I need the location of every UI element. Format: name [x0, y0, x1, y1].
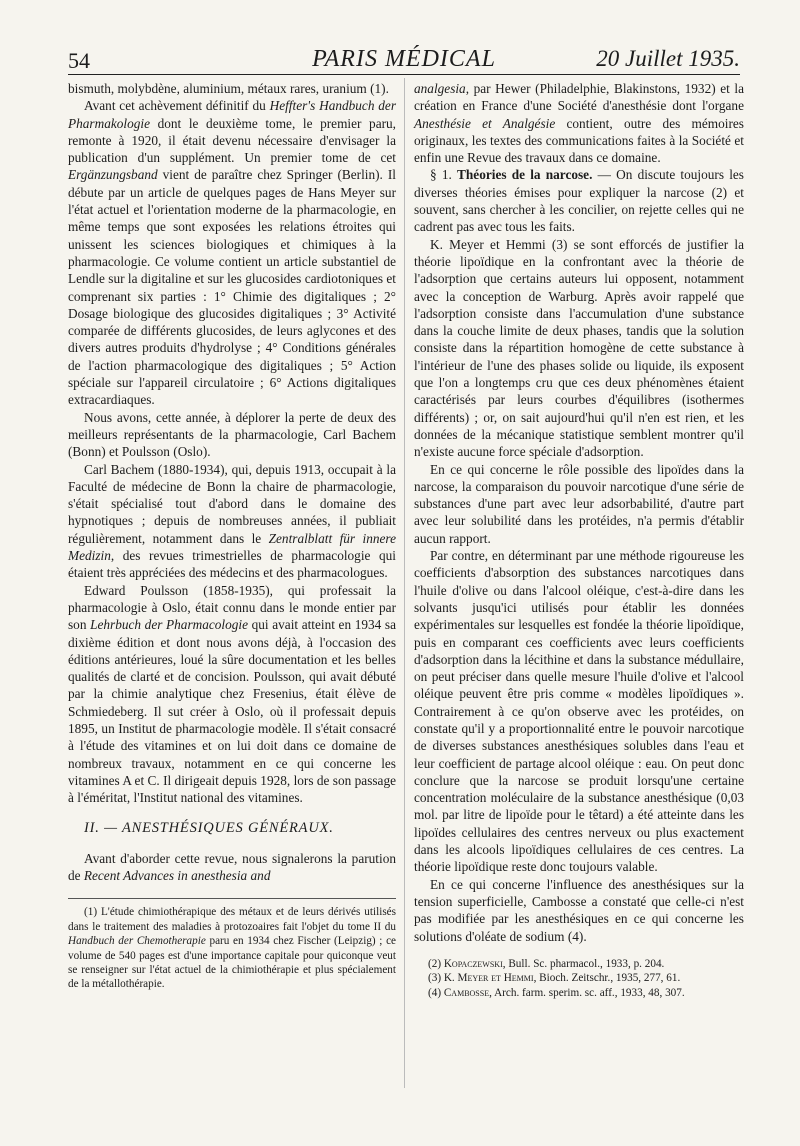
paragraph: En ce qui concerne le rôle possible des lipoïdes dans la narcose, la comparaison du pouvoir narcotique d'une série de substances d'une part avec leur adsorbabilité, d'autre part avec leur solubilité dans les protéides, n'a permis d'établir aucun rapport.	[414, 461, 744, 546]
paragraph: Avant d'aborder cette revue, nous signalerons la parution de Recent Advances in anesthesia and	[68, 850, 396, 884]
reference-item: (3) K. Meyer et Hemmi, Bioch. Zeitschr., 1935, 277, 61.	[428, 972, 681, 985]
paragraph: bismuth, molybdène, aluminium, métaux rares, uranium (1).	[68, 81, 389, 96]
paragraph: § 1. Théories de la narcose. — On discute toujours les diverses théories émises pour expliquer la narcose (2) et souvent, sans chercher à les concilier, on rejette celles qui ne cadrent pas avec tous les faits.	[414, 167, 744, 235]
running-header	[68, 44, 740, 75]
page-number: 54	[68, 48, 90, 73]
footnote-divider	[68, 898, 396, 899]
subsection-heading: Théories de la narcose.	[457, 167, 593, 183]
paragraph: Nous avons, cette année, à déplorer la perte de deux des meilleurs représentants de la pharmacologie, Carl Bachem (Bonn) et Poulsson (Oslo).	[68, 409, 396, 460]
left-column	[68, 80, 396, 992]
paragraph: Par contre, en déterminant par une méthode rigoureuse les coefficients d'absorption des substances narcotiques dans l'huile d'olive ou dans l'alcool oléique, c'est-à-dire dans les solvants jusqu'ici utilisés pour établir les données expérimentales sur lesquelles est fondée la théorie lipoïdique, puis en comparant ces coefficients avec leurs coefficients d'adsorption dans la lécithine et dans la substance médullaire, on peut préciser dans quelle mesure l'huile d'olive et l'alcool oléique peuvent être pris comme « modèles lipoïdiques ». Contrairement à ce qu'on observe avec les protéides, on constate qu'il y a proportionnalité entre le pouvoir narcotique de diverses substances anesthésiques solubles dans l'eau et leur coefficient de partage alcool oléique : eau. On peut donc conclure que la narcose se produit lorsqu'une certaine concentration moléculaire de la substance anesthésique (0,03 mol. par litre de lipoïde pour le têtard) a été atteinte dans les lipoïdes cellulaires des centres nerveux ou plus exactement dans les alcools lipoïdiques cellulaires de ces centres. La théorie lipoïdique reste donc toujours valable.	[414, 548, 744, 875]
journal-title: PARIS MÉDICAL	[312, 46, 496, 72]
section-heading: II. — ANESTHÉSIQUES GÉNÉRAUX.	[84, 820, 334, 837]
column-divider	[404, 78, 405, 1088]
paragraph: analgesia, par Hewer (Philadelphie, Blakinstons, 1932) et la création en France d'une Société d'anesthésie dont l'organe Anesthésie et Analgésie contient, outre des mémoires originaux, les textes des communications faites à la Société et enfin une Revue des travaux dans ce domaine.	[414, 81, 744, 166]
footnote: (1) L'étude chimiothérapique des métaux et de leurs dérivés utilisés dans le traitement des maladies à protozoaires fait l'objet du tome II du Handbuch der Chemotherapie paru en 1934 chez Fischer (Leipzig) ; ce volume de 540 pages est d'une importance capitale pour quiconque veut se renseigner sur l'état actuel de la chimiothérapie et plus spécialement de la métallothérapie.	[68, 906, 396, 991]
reference-item: (4) Cambosse, Arch. farm. sperim. sc. aff., 1933, 48, 307.	[428, 986, 685, 999]
issue-date: 20 Juillet 1935.	[596, 46, 740, 71]
paragraph: Avant cet achèvement définitif du Heffter's Handbuch der Pharmakologie dont le deuxième tome, le premier paru, remonte à 1920, il était devenu nécessaire d'envisager la publication d'un supplément. Un premier tome de cet Ergänzungsband vient de paraître chez Springer (Berlin). Il débute par un article de quelques pages de Hans Meyer sur l'état actuel et l'orientation moderne de la pharmacologie, en même temps que sont exposées les relations étroites qui unissent les sciences biologiques et chimiques à la pharmacologie. Ce volume contient un article substantiel de Lendle sur la digitaline et sur les glucosides cardiotoniques et comprenant six parties : 1° Chimie des digitaliques ; 2° Dosage biologique des glucosides digitaliques ; 3° Activité comparée de différents glucosides, de leurs aglycones et des divers autres produits d'hydrolyse ; 4° Conditions générales de l'action pharmacologique des digitaliques ; 5° Action spéciale sur l'appareil circulatoire ; 6° Actions digitaliques extracardiaques.	[68, 98, 397, 408]
paragraph: En ce qui concerne l'influence des anesthésiques sur la tension superficielle, Cambosse a constaté que celle-ci n'est pas modifiée par les anesthésiques en ce qui concerne les solutions d'oléate de sodium (4).	[414, 876, 744, 944]
paragraph: K. Meyer et Hemmi (3) se sont efforcés de justifier la théorie lipoïdique en la confrontant avec la théorie de l'adsorption que certains auteurs lui opposent, notamment avec la conception de Warburg. Après avoir rappelé que l'adsorption consiste dans l'accumulation d'une substance dans la couche limite de deux phases, tandis que la solution consiste dans la répartition homogène de cette substance à l'intérieur de l'une des phases solide ou liquide, ils exposent que l'on a longtemps cru que ces deux phénomènes étaient caractérisés par leurs courbes d'équilibres (isothermes différents) ; or, on sait aujourd'hui qu'il n'en est rien, et les données de la mécanique statistique semblent montrer qu'il n'existe aucune force spéciale d'adsorption.	[414, 236, 744, 460]
paragraph: Carl Bachem (1880-1934), qui, depuis 1913, occupait à la Faculté de médecine de Bonn la chaire de pharmacologie, s'était spécialisé tout d'abord dans le domaine des hypnotiques ; depuis de nombreuses années, il publiait régulièrement, notamment dans le Zentralblatt für innere Medizin, des revues trimestrielles de pharmacologie qui étaient très appréciées des médecins et des pharmacologues.	[68, 461, 396, 581]
reference-item: (2) Kopaczewski, Bull. Sc. pharmacol., 1933, p. 204.	[428, 957, 665, 970]
paragraph: Edward Poulsson (1858-1935), qui professait la pharmacologie à Oslo, était connu dans le monde entier par son Lehrbuch der Pharmacologie qui avait atteint en 1934 sa dixième édition et dont nous avons déjà, à l'occasion des éditions antérieures, loué la sûre documentation et les belles qualités de clarté et de concision. Poulsson, qui avait débuté par la chimie analytique chez Fresenius, était élève de Schmiedeberg. Il sut créer à Oslo, où il professait depuis 1895, un Institut de pharmacologie modèle. Il s'était consacré à l'étude des vitamines et on lui doit dans ce domaine de nombreux travaux, notamment en ce qui concerne les vitamines A et C. Il dirigeait depuis 1928, lors de son passage à l'éméritat, l'Institut national des vitamines.	[68, 582, 397, 806]
references	[414, 957, 744, 1000]
right-column	[414, 80, 744, 1000]
